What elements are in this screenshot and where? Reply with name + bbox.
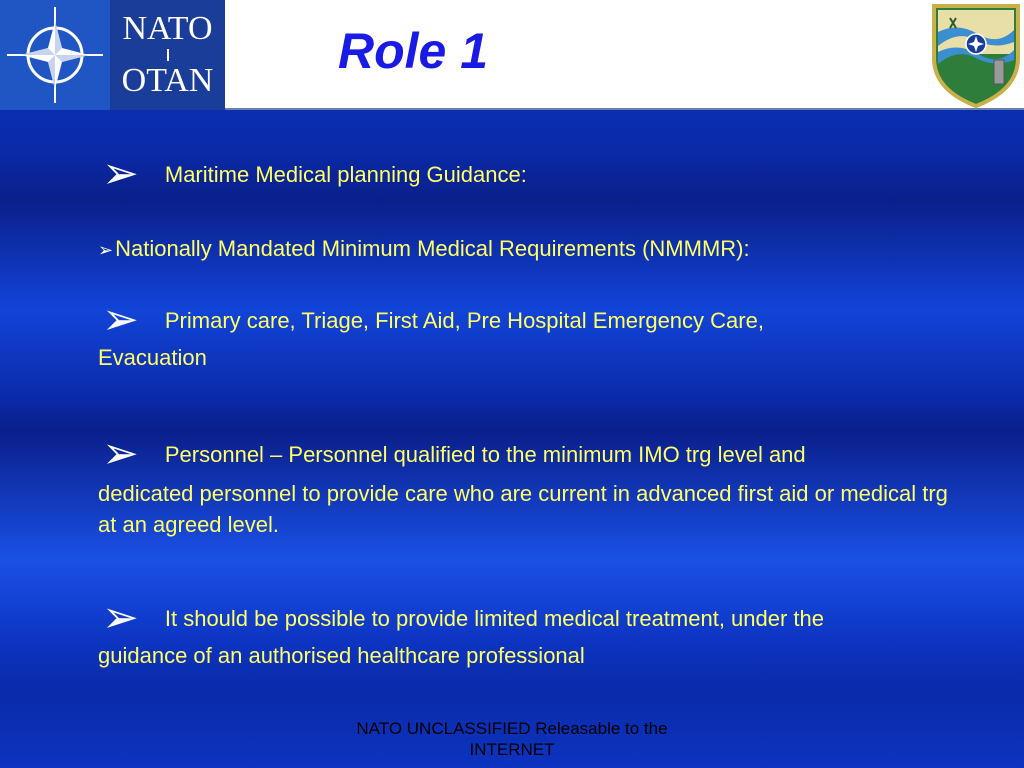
bullet-text: Maritime Medical planning Guidance: xyxy=(164,162,527,187)
list-item xyxy=(98,295,968,373)
nato-otan-wordmark xyxy=(110,0,225,110)
list-item xyxy=(98,429,968,540)
list-item xyxy=(98,149,968,198)
logo-nato-text: NATO xyxy=(122,10,213,47)
bullet-text: Personnel – Personnel qualified to the minimum IMO trg level and xyxy=(164,442,806,467)
footer-line-1: NATO UNCLASSIFIED Releasable to the xyxy=(356,719,668,738)
bullet-text-continued: Evacuation xyxy=(98,345,207,370)
arrow-bullet-icon: ➢ xyxy=(102,295,139,344)
unit-crest-icon xyxy=(928,2,1024,108)
classification-footer xyxy=(312,718,712,760)
list-item xyxy=(98,593,968,671)
bullet-text: It should be possible to provide limited medical treatment, under the xyxy=(164,606,825,631)
bullet-text-continued: dedicated personnel to provide care who are current in advanced first aid or medical trg at an agreed level. xyxy=(98,481,948,537)
slide-title: Role 1 xyxy=(338,23,489,79)
nato-logo xyxy=(0,0,225,110)
logo-otan-text: OTAN xyxy=(121,62,214,99)
small-arrow-bullet-icon: ➢ xyxy=(98,240,114,260)
arrow-bullet-icon: ➢ xyxy=(102,429,139,478)
bullet-text-continued: guidance of an authorised healthcare professional xyxy=(98,643,585,668)
arrow-bullet-icon: ➢ xyxy=(102,593,139,642)
slide-header xyxy=(0,0,1024,110)
bullet-text: Primary care, Triage, First Aid, Pre Hospital Emergency Care, xyxy=(164,308,764,333)
list-item xyxy=(98,233,968,266)
bullet-text: Nationally Mandated Minimum Medical Requirements (NMMMR): xyxy=(115,236,750,261)
footer-line-2: INTERNET xyxy=(469,740,555,759)
nato-compass-star-icon xyxy=(0,0,110,110)
logo-separator xyxy=(167,49,169,61)
arrow-bullet-icon: ➢ xyxy=(102,149,139,198)
